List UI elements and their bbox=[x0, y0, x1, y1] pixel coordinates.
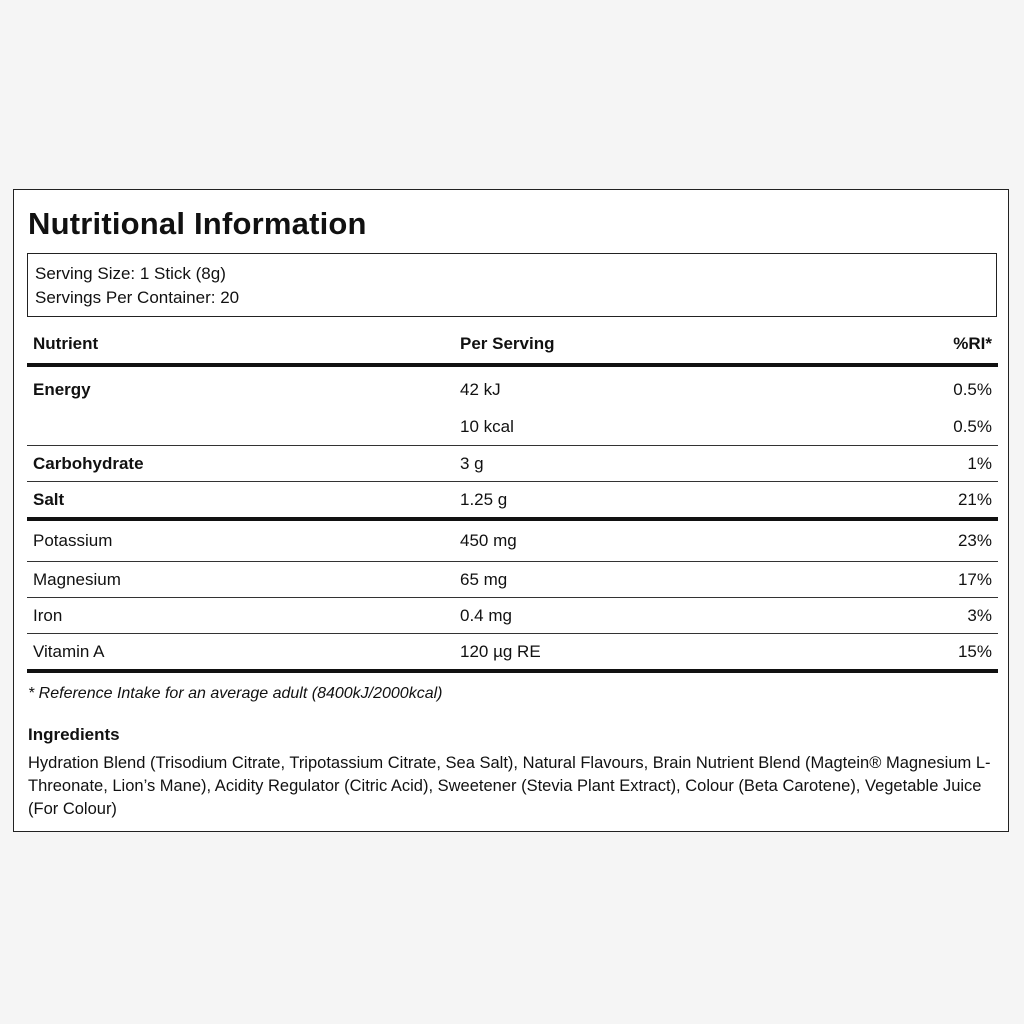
nutrient-amount: 42 kJ bbox=[460, 380, 501, 399]
nutrient-amount: 450 mg bbox=[460, 531, 517, 550]
page-title: Nutritional Information bbox=[28, 206, 367, 241]
nutrient-amount: 120 µg RE bbox=[460, 641, 541, 661]
nutrient-ri: 21% bbox=[957, 489, 992, 509]
nutrition-table bbox=[27, 325, 998, 673]
nutrient-ri: 1% bbox=[967, 453, 992, 473]
nutrient-name: Potassium bbox=[33, 531, 113, 550]
header-nutrient: Nutrient bbox=[33, 334, 99, 353]
table-row-vitamin-a bbox=[27, 634, 998, 669]
table-row-iron bbox=[27, 598, 998, 633]
table-row-magnesium bbox=[27, 562, 998, 597]
ingredients-text: Hydration Blend (Trisodium Citrate, Tripotassium Citrate, Sea Salt), Natural Flavours, Brain Nutrient Blend (Magtein® Magnesium L-Threonate, Lion’s Mane), Acidity Regulator (Citric Acid), Sweetener (Stevia Plant Extract), Colour (Beta Carotene), Vegetable Juice (For Colour) bbox=[28, 754, 991, 818]
nutrient-ri: 0.5% bbox=[953, 417, 992, 436]
serving-size: Serving Size: 1 Stick (8g) bbox=[35, 264, 226, 283]
header-per-serving: Per Serving bbox=[460, 334, 555, 353]
nutrient-amount: 0.4 mg bbox=[460, 605, 512, 625]
nutrient-amount: 3 g bbox=[460, 453, 484, 473]
nutrient-amount: 65 mg bbox=[460, 569, 508, 589]
reference-intake-footnote: * Reference Intake for an average adult (8400kJ/2000kcal) bbox=[28, 685, 443, 702]
divider-thick bbox=[27, 669, 998, 673]
header-ri: %RI* bbox=[953, 334, 992, 353]
serving-info-box bbox=[27, 253, 997, 317]
nutrient-ri: 23% bbox=[957, 531, 992, 550]
nutrient-name: Energy bbox=[33, 380, 91, 399]
nutrient-ri: 3% bbox=[967, 605, 992, 625]
nutrient-ri: 17% bbox=[957, 569, 992, 589]
table-row-potassium bbox=[27, 521, 998, 561]
nutrient-name: Magnesium bbox=[33, 569, 121, 589]
ingredients-heading: Ingredients bbox=[28, 725, 120, 744]
nutrient-ri: 0.5% bbox=[953, 380, 992, 399]
nutrient-amount: 1.25 g bbox=[460, 489, 508, 509]
nutrient-name: Iron bbox=[33, 605, 63, 625]
table-header bbox=[27, 325, 998, 363]
table-row-carbohydrate bbox=[27, 446, 998, 481]
nutrient-name: Vitamin A bbox=[33, 641, 105, 661]
table-row-energy-kcal bbox=[27, 413, 998, 441]
nutrient-name: Salt bbox=[33, 489, 65, 509]
nutrient-name: Carbohydrate bbox=[33, 453, 144, 473]
nutrition-panel bbox=[13, 189, 1009, 832]
table-row-salt bbox=[27, 482, 998, 517]
nutrient-amount: 10 kcal bbox=[460, 417, 514, 436]
servings-per-container: Servings Per Container: 20 bbox=[35, 288, 240, 307]
nutrient-ri: 15% bbox=[957, 641, 992, 661]
table-row-energy-kj bbox=[27, 367, 998, 413]
